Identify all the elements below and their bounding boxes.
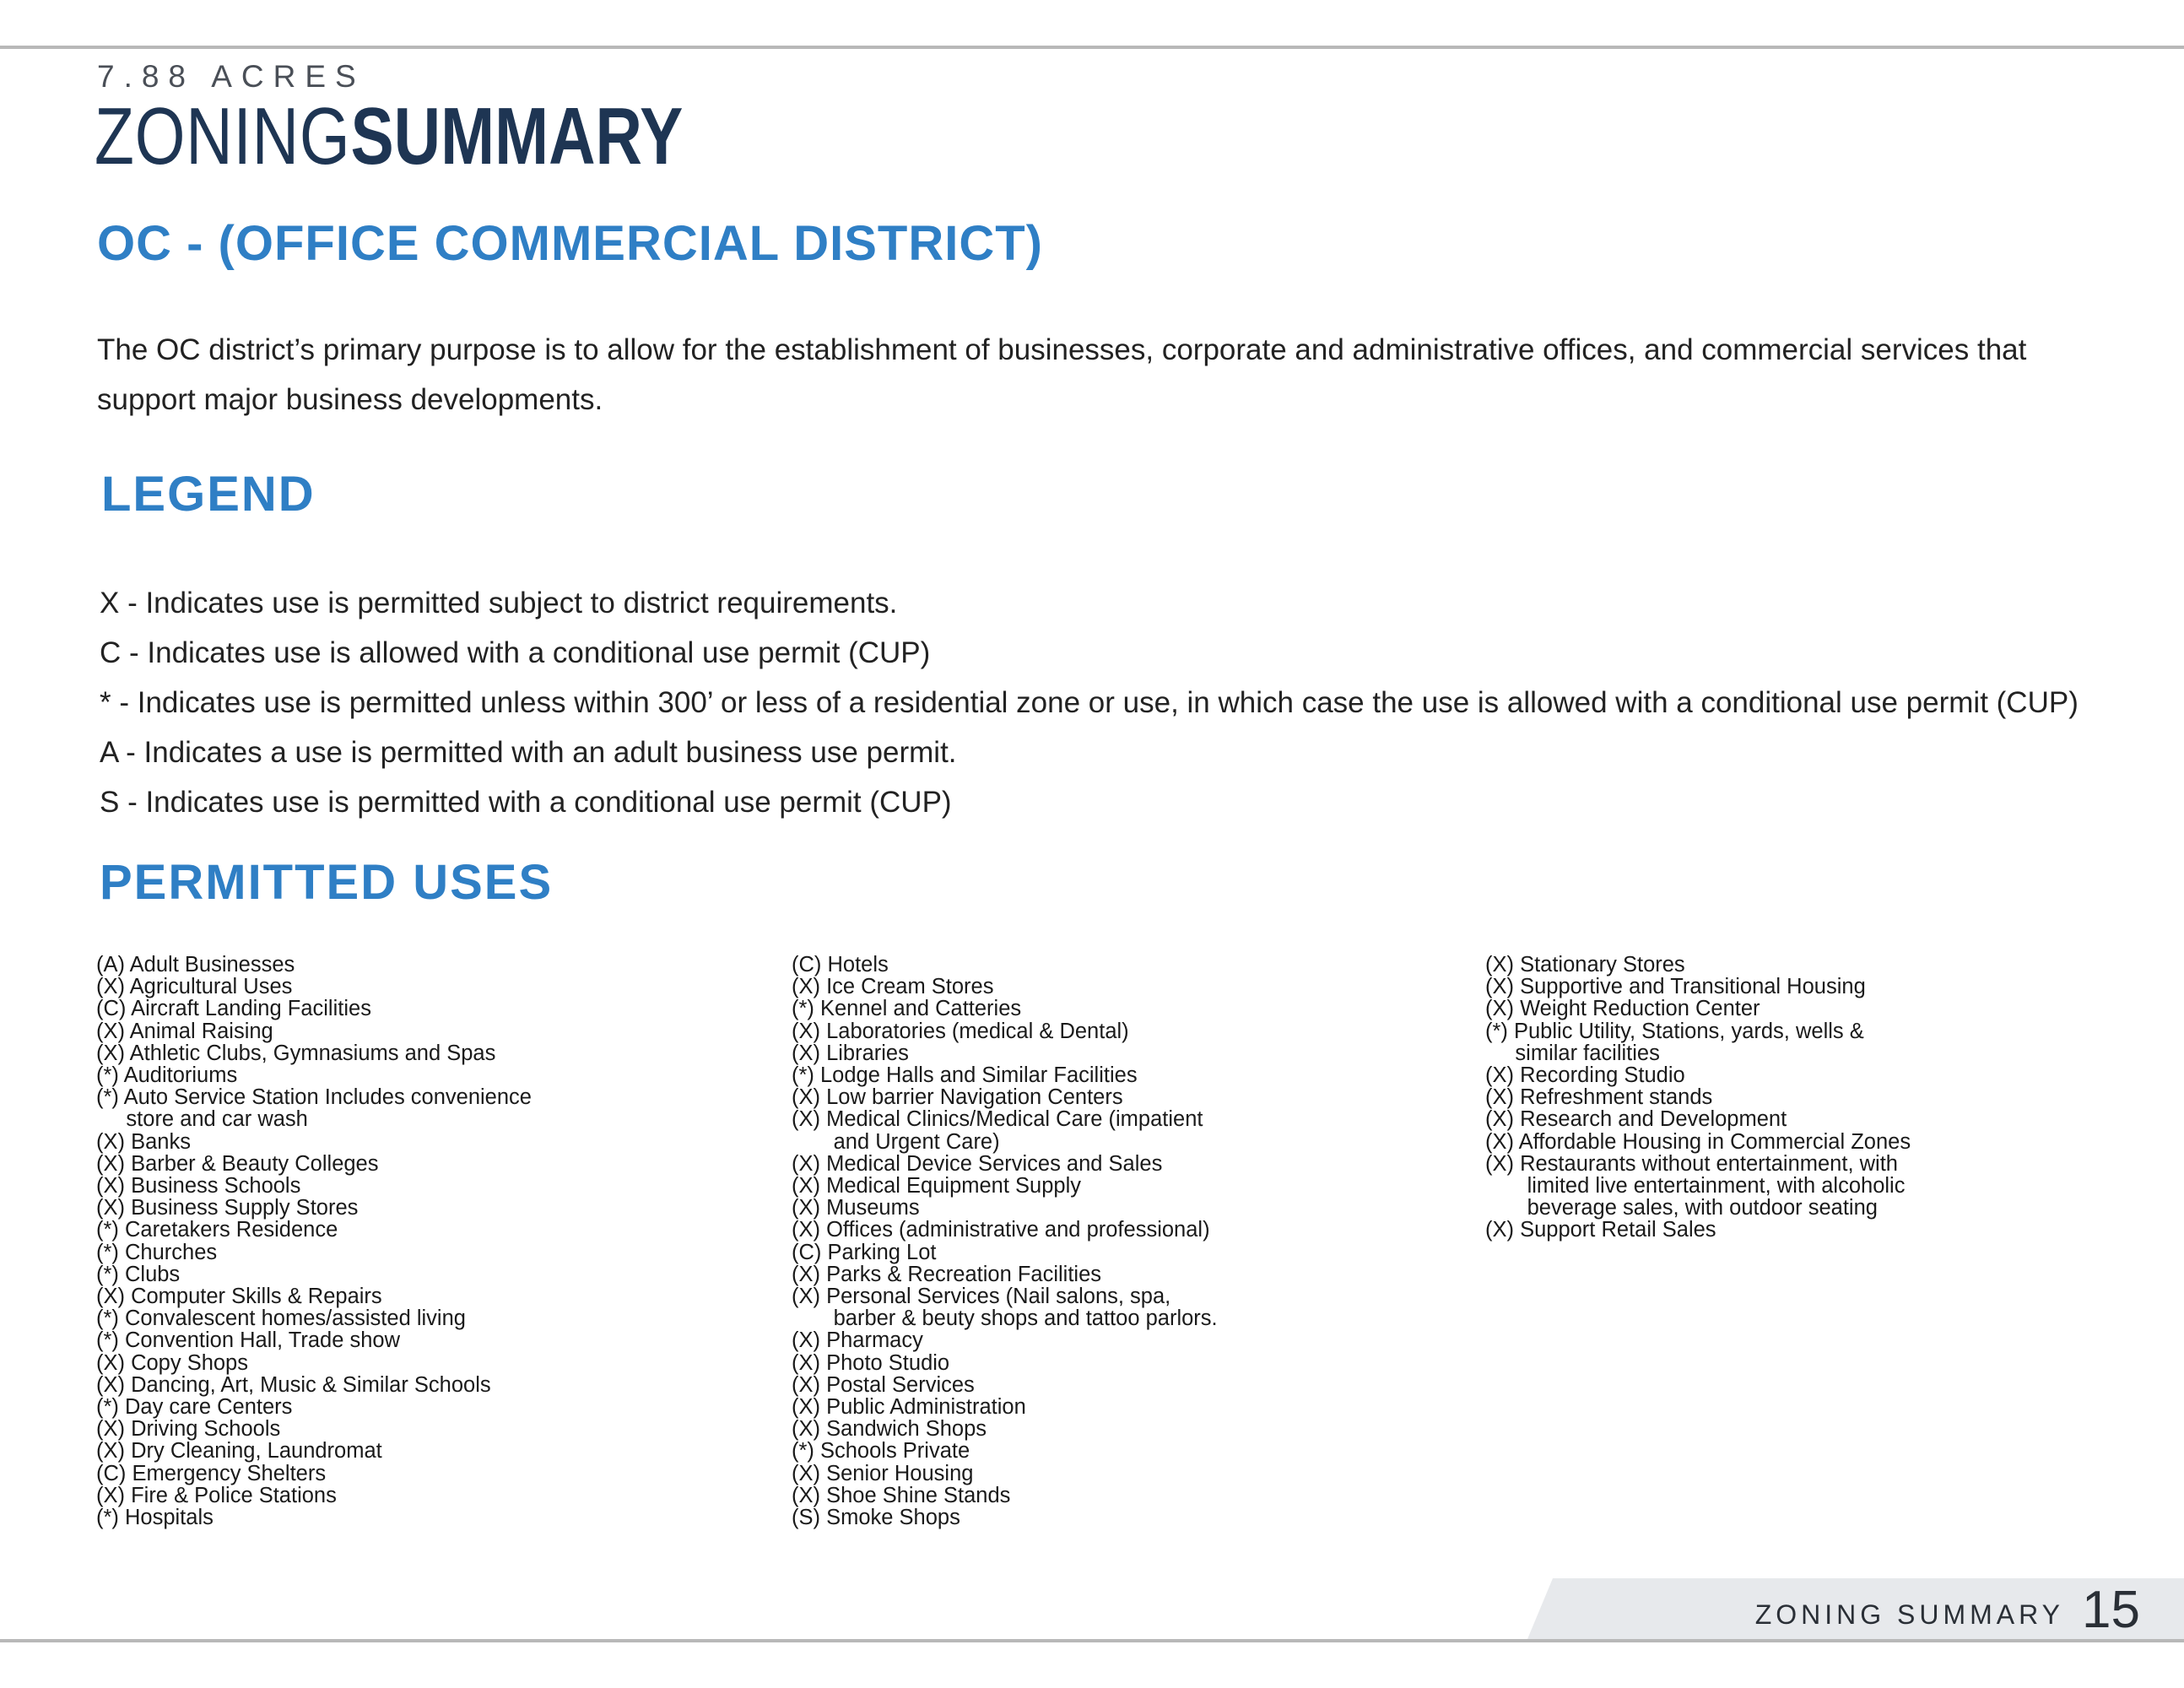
legend-heading: LEGEND: [101, 467, 316, 522]
permitted-use-item: (*) Lodge Halls and Similar Facilities: [792, 1063, 1138, 1088]
permitted-use-item: (X) Computer Skills & Repairs: [96, 1285, 382, 1309]
legend-item: X - Indicates use is permitted subject to district requirements.: [100, 587, 898, 619]
permitted-use-item: (X) Libraries: [792, 1041, 909, 1065]
property-acreage: 7.88 ACRES: [97, 59, 365, 94]
permitted-use-item: (*) Clubs: [96, 1262, 181, 1286]
permitted-use-item: limited live entertainment, with alcoholic: [1485, 1174, 1906, 1198]
permitted-use-item: barber & beuty shops and tattoo parlors.: [792, 1307, 1218, 1331]
permitted-use-item: (S) Smoke Shops: [792, 1506, 960, 1530]
permitted-use-item: (C) Hotels: [792, 953, 889, 977]
permitted-use-item: (X) Postal Services: [792, 1372, 975, 1397]
permitted-use-item: (X) Public Administration: [792, 1395, 1026, 1420]
legend-item: S - Indicates use is permitted with a conditional use permit (CUP): [100, 786, 952, 819]
permitted-use-item: beverage sales, with outdoor seating: [1485, 1196, 1878, 1220]
permitted-use-item: (X) Medical Equipment Supply: [792, 1174, 1081, 1198]
permitted-use-item: (X) Stationary Stores: [1485, 953, 1685, 977]
legend-list: [100, 578, 2079, 827]
permitted-use-item: (C) Aircraft Landing Facilities: [96, 997, 371, 1021]
permitted-use-item: (*) Kennel and Catteries: [792, 997, 1022, 1021]
district-heading: OC - (OFFICE COMMERCIAL DISTRICT): [97, 216, 1043, 271]
permitted-use-item: (X) Laboratories (medical & Dental): [792, 1019, 1129, 1043]
permitted-use-item: (*) Auto Service Station Includes convenience: [96, 1085, 532, 1110]
permitted-use-item: (X) Shoe Shine Stands: [792, 1483, 1011, 1507]
permitted-use-item: (X) Research and Development: [1485, 1107, 1787, 1132]
permitted-use-item: (*) Convalescent homes/assisted living: [96, 1307, 466, 1331]
permitted-use-item: (X) Medical Clinics/Medical Care (impatient: [792, 1107, 1203, 1132]
footer-label: ZONING SUMMARY: [1754, 1599, 2064, 1630]
permitted-use-item: (X) Refreshment stands: [1485, 1085, 1713, 1110]
permitted-use-item: similar facilities: [1485, 1041, 1660, 1065]
permitted-use-item: (C) Emergency Shelters: [96, 1461, 327, 1485]
intro-paragraph: The OC district’s primary purpose is to allow for the establishment of businesses, corporate and administrative offices, and commercial services that support major business developments.: [97, 333, 2027, 416]
legend-item: A - Indicates a use is permitted with an adult business use permit.: [100, 736, 957, 769]
permitted-use-item: (*) Public Utility, Stations, yards, wells &: [1485, 1019, 1864, 1043]
permitted-use-item: and Urgent Care): [792, 1129, 1000, 1154]
permitted-use-item: (*) Auditoriums: [96, 1063, 238, 1088]
permitted-use-item: (*) Convention Hall, Trade show: [96, 1328, 401, 1353]
page-number: 15: [2082, 1581, 2140, 1639]
permitted-use-item: (X) Recording Studio: [1485, 1063, 1685, 1088]
permitted-use-item: (X) Affordable Housing in Commercial Zones: [1485, 1129, 1911, 1154]
permitted-use-item: (X) Ice Cream Stores: [792, 975, 994, 999]
permitted-use-item: (X) Business Schools: [96, 1174, 301, 1198]
top-divider: [0, 46, 2184, 49]
page-title-bold: SUMMARY: [350, 91, 684, 181]
permitted-use-item: (X) Agricultural Uses: [96, 975, 293, 999]
permitted-use-item: (X) Supportive and Transitional Housing: [1485, 975, 1866, 999]
permitted-use-item: (X) Photo Studio: [792, 1350, 950, 1375]
permitted-use-item: (X) Fire & Police Stations: [96, 1483, 337, 1507]
legend-item: C - Indicates use is allowed with a conditional use permit (CUP): [100, 636, 931, 669]
permitted-use-item: (X) Support Retail Sales: [1485, 1218, 1716, 1242]
legend-item: * - Indicates use is permitted unless within 300’ or less of a residential zone or use, in which case the use is allowed with a conditional use permit (CUP): [100, 686, 2079, 719]
permitted-use-item: (X) Copy Shops: [96, 1350, 248, 1375]
permitted-use-item: (*) Hospitals: [96, 1506, 214, 1530]
permitted-use-item: (*) Churches: [96, 1240, 218, 1264]
permitted-use-item: (C) Parking Lot: [792, 1240, 937, 1264]
bottom-divider: [0, 1639, 2184, 1642]
permitted-use-item: (X) Offices (administrative and professional): [792, 1218, 1210, 1242]
permitted-use-item: (X) Business Supply Stores: [96, 1196, 359, 1220]
permitted-use-item: (*) Caretakers Residence: [96, 1218, 338, 1242]
page-title-light: ZONING: [95, 91, 351, 181]
permitted-use-item: (X) Athletic Clubs, Gymnasiums and Spas: [96, 1041, 496, 1065]
permitted-use-item: (X) Senior Housing: [792, 1461, 974, 1485]
permitted-uses-column-2: [792, 954, 1218, 1528]
permitted-use-item: (X) Dancing, Art, Music & Similar Schools: [96, 1372, 491, 1397]
permitted-uses-column-1: [96, 954, 532, 1528]
permitted-use-item: (X) Personal Services (Nail salons, spa,: [792, 1285, 1171, 1309]
permitted-use-item: (X) Pharmacy: [792, 1328, 923, 1353]
permitted-use-item: (X) Medical Device Services and Sales: [792, 1151, 1163, 1176]
permitted-use-item: (A) Adult Businesses: [96, 953, 295, 977]
permitted-use-item: (X) Restaurants without entertainment, with: [1485, 1151, 1898, 1176]
permitted-use-item: (*) Schools Private: [792, 1439, 970, 1463]
permitted-uses-column-3: [1485, 954, 1911, 1242]
permitted-use-item: (X) Sandwich Shops: [792, 1417, 987, 1442]
permitted-uses-heading: PERMITTED USES: [100, 855, 554, 910]
permitted-use-item: (X) Animal Raising: [96, 1019, 273, 1043]
permitted-use-item: (X) Banks: [96, 1129, 191, 1154]
permitted-use-item: (X) Parks & Recreation Facilities: [792, 1262, 1102, 1286]
permitted-use-item: (X) Museums: [792, 1196, 920, 1220]
permitted-use-item: (X) Barber & Beauty Colleges: [96, 1151, 379, 1176]
permitted-use-item: (X) Weight Reduction Center: [1485, 997, 1760, 1021]
page-title: [95, 91, 684, 181]
permitted-use-item: (X) Driving Schools: [96, 1417, 281, 1442]
permitted-use-item: (X) Dry Cleaning, Laundromat: [96, 1439, 382, 1463]
permitted-use-item: (X) Low barrier Navigation Centers: [792, 1085, 1123, 1110]
permitted-use-item: store and car wash: [96, 1107, 308, 1132]
permitted-use-item: (*) Day care Centers: [96, 1395, 293, 1420]
